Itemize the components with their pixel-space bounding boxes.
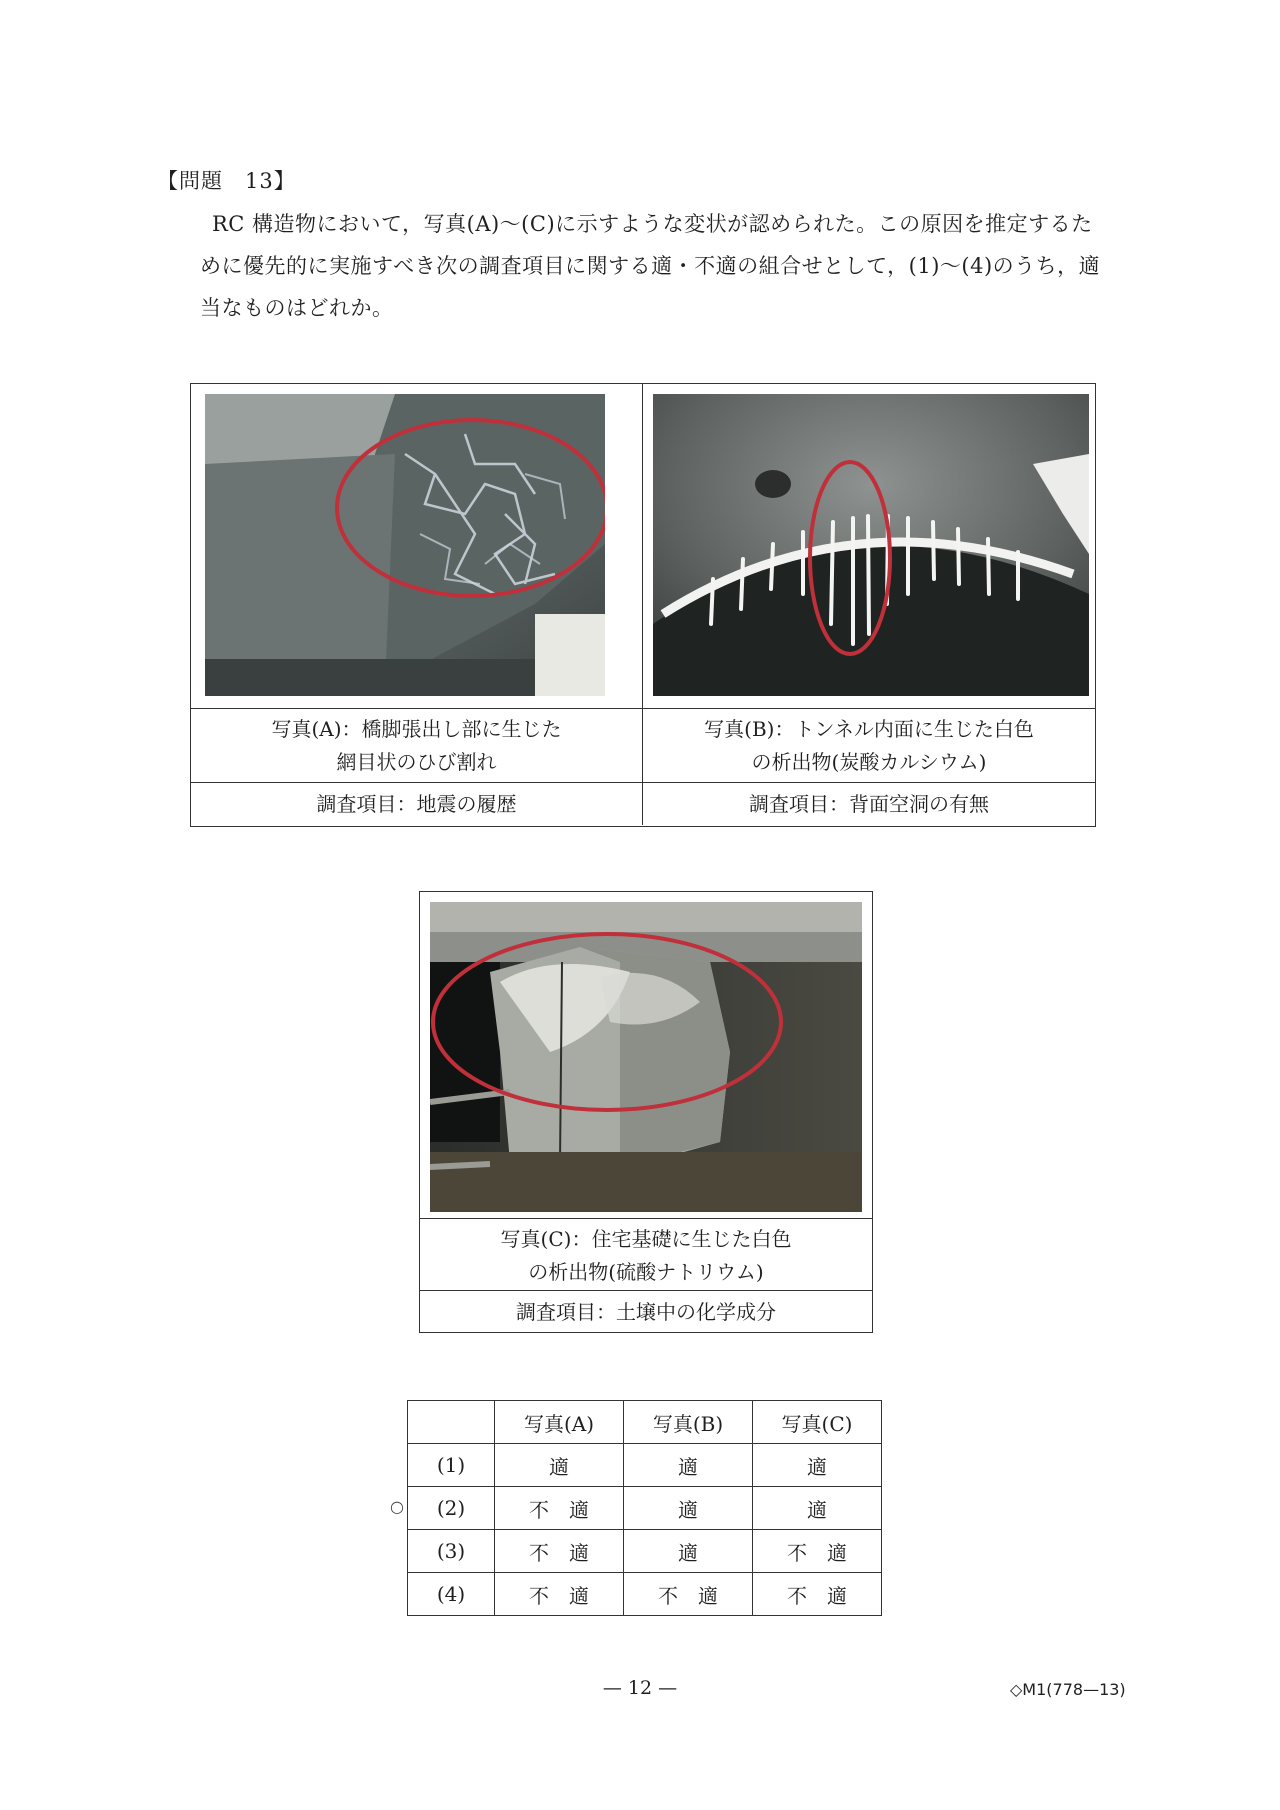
question-text	[200, 203, 1130, 329]
header-cell-photo-b: 写真(B)	[624, 1401, 753, 1444]
table-row	[408, 1487, 882, 1530]
answer-mark: ○	[390, 1497, 404, 1516]
table-row	[408, 1530, 882, 1573]
photo-b-caption	[643, 708, 1095, 782]
table-cell: 適	[624, 1444, 753, 1487]
photo-a-caption-line-2: 網目状のひび割れ	[336, 750, 497, 774]
document-code: ◇M1(778—13)	[1010, 1680, 1126, 1699]
table-cell: 適	[495, 1444, 624, 1487]
photo-b-caption-line-2: の析出物(炭酸カルシウム)	[751, 750, 987, 774]
table-cell: 不 適	[495, 1573, 624, 1616]
table-cell: 適	[753, 1487, 882, 1530]
photo-a-caption	[191, 708, 642, 782]
table-row	[408, 1444, 882, 1487]
question-number: 【問題 13】	[157, 169, 296, 193]
answer-table-header	[408, 1401, 882, 1444]
page-number: — 12 —	[602, 1677, 678, 1699]
row-label: (4)	[408, 1573, 495, 1616]
photo-grid-ab	[190, 383, 1096, 827]
table-row	[408, 1573, 882, 1616]
photo-cell-c	[419, 891, 873, 1333]
header-cell-photo-c: 写真(C)	[753, 1401, 882, 1444]
table-cell: 不 適	[495, 1487, 624, 1530]
photo-a-image	[205, 394, 605, 696]
table-cell: 不 適	[753, 1573, 882, 1616]
question-line-1: RC 構造物において，写真(A)～(C)に示すような変状が認められた。この原因を推定するた	[212, 212, 1093, 236]
photo-c-caption	[420, 1218, 872, 1290]
row-label: (1)	[408, 1444, 495, 1487]
table-cell: 適	[624, 1530, 753, 1573]
table-cell: 不 適	[624, 1573, 753, 1616]
answer-table	[407, 1400, 882, 1616]
table-cell: 適	[753, 1444, 882, 1487]
photo-b-survey-item: 調査項目：背面空洞の有無	[643, 782, 1095, 826]
row-label: (3)	[408, 1530, 495, 1573]
photo-cell-b	[643, 384, 1095, 825]
photo-c-caption-line-1: 写真(C)：住宅基礎に生じた白色	[500, 1227, 792, 1251]
photo-b-caption-line-1: 写真(B)：トンネル内面に生じた白色	[704, 717, 1034, 741]
question-line-3: 当なものはどれか。	[200, 296, 394, 320]
header-cell-blank	[408, 1401, 495, 1444]
table-cell: 不 適	[495, 1530, 624, 1573]
table-cell: 不 適	[753, 1530, 882, 1573]
photo-a-caption-line-1: 写真(A)：橋脚張出し部に生じた	[271, 717, 562, 741]
photo-c-caption-line-2: の析出物(硫酸ナトリウム)	[528, 1260, 764, 1284]
photo-c-image	[430, 902, 862, 1212]
photo-b-image	[653, 394, 1089, 696]
photo-a-survey-item: 調査項目：地震の履歴	[191, 782, 642, 826]
photo-cell-a	[191, 384, 643, 825]
row-label: (2)	[408, 1487, 495, 1530]
question-line-2: めに優先的に実施すべき次の調査項目に関する適・不適の組合せとして，(1)～(4)のうち，適	[200, 254, 1101, 278]
header-cell-photo-a: 写真(A)	[495, 1401, 624, 1444]
table-cell: 適	[624, 1487, 753, 1530]
photo-c-survey-item: 調査項目：土壌中の化学成分	[420, 1290, 872, 1333]
